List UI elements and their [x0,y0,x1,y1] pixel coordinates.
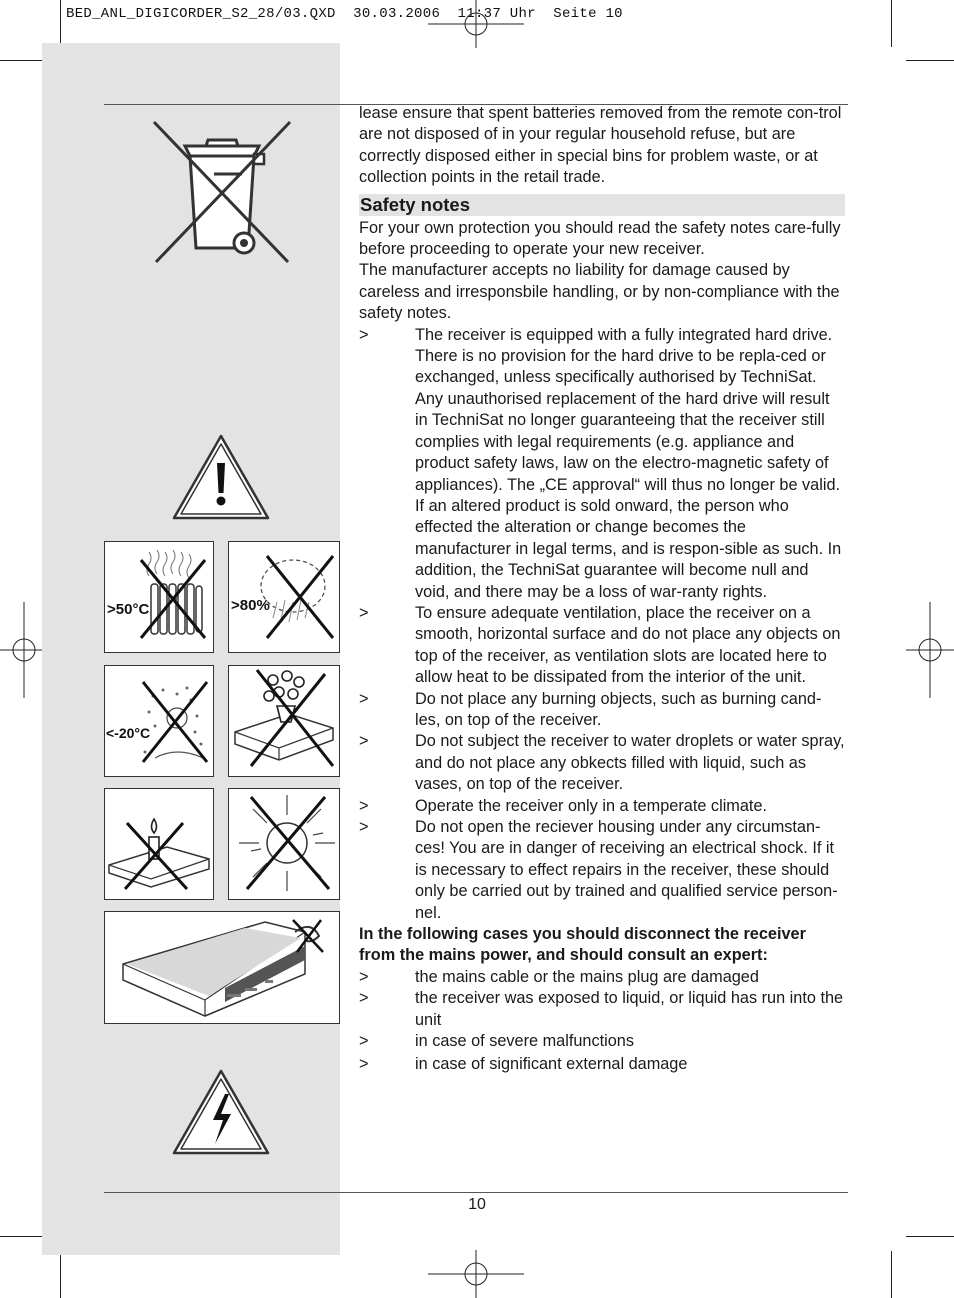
bullet-marker: > [359,1055,369,1074]
disconnect-case-item [359,967,845,988]
crop-mark [0,1236,47,1237]
bullet-marker: > [359,1032,369,1051]
no-candle-icon [104,788,214,900]
bullet-marker: > [359,989,369,1008]
heat-warning-icon [104,541,214,653]
cold-label: <-20°C [106,725,151,741]
bullet-marker: > [359,818,369,836]
crop-mark [60,0,61,47]
safety-note-item [359,731,845,795]
humidity-label: >80% [231,597,270,614]
safety-note-text: The receiver is equipped with a fully integrated hard drive. There is no provision for the hard drive to be repla-ced or exchanged, unless specifically authorised by TechniSat. Any unauthorised replacement of the hard drive will result in TechniSat no longer guaranteeing that the receiver still complies with legal requirements (e.g. appliance and product safety laws, law on the electro-magnetic safety of appliances). The „CE approval“ will thus no longer be valid. If an altered product is sold onward, the person who effected the alteration or change becomes the manufacturer in legal terms, and is respon-sible as such. In addition, the TechniSat guarantee will become null and void, and there may be a loss of war-ranty rights. [415,325,842,601]
section-heading: Safety notes [359,194,845,216]
warning-triangle-icon [171,433,271,521]
safety-paragraph-2: The manufacturer accepts no liability for damage caused by careless and irresponsbile handling, or by non-compliance with the safety notes. [359,261,840,323]
safety-note-item [359,689,845,732]
no-open-receiver-icon [104,911,340,1024]
safety-paragraph-1: For your own protection you should read the safety notes care-fully before proceeding to operate your new receiver. [359,218,841,259]
bullet-marker: > [359,796,369,815]
registration-mark-icon [0,602,48,698]
crossed-bin-icon [150,118,294,266]
page-number: 10 [468,1196,486,1213]
crop-mark [891,1251,892,1298]
safety-note-item [359,325,845,603]
print-slug: BED_ANL_DIGICORDER_S2_28/03.QXD 30.03.2006 11:37 Uhr Seite 10 [66,6,623,22]
crop-mark [60,1251,61,1298]
safety-note-text: Do not subject the receiver to water droplets or water spray, and do not place any obkects filled with liquid, such as vases, on top of the receiver. [415,732,845,794]
bullet-marker: > [359,689,369,708]
heat-label: >50°C [107,601,150,618]
bullet-marker: > [359,603,369,622]
bullet-marker: > [359,967,369,986]
main-text-column [359,103,845,1076]
registration-mark-icon [428,0,524,48]
disconnect-case-text: in case of significant external damage [415,1055,688,1074]
safety-note-item [359,796,845,817]
disconnect-case-text: the receiver was exposed to liquid, or liquid has run into the unit [415,989,844,1029]
safety-note-text: Operate the receiver only in a temperate climate. [415,796,768,815]
bullet-marker: > [359,325,369,344]
registration-mark-icon [906,602,954,698]
safety-note-item [359,817,845,924]
disconnect-case-item [359,1031,845,1052]
intro-paragraph: lease ensure that spent batteries removed from the remote con-trol are not disposed of in your regular household refuse, but are correctly disposed either in special bins for problem waste, or at collection points in the retail trade. [359,104,842,187]
cold-warning-icon [104,665,214,777]
registration-mark-icon [428,1250,524,1298]
crop-mark [891,0,892,47]
high-voltage-warning-icon [171,1068,271,1156]
crop-mark [0,60,47,61]
disconnect-heading: In the following cases you should disconnect the receiver from the mains power, and should consult an expert: [359,925,806,965]
safety-note-text: Do not place any burning objects, such as burning cand-les, on top of the receiver. [415,689,822,729]
humidity-warning-icon [228,541,340,653]
disconnect-case-item [359,1054,845,1075]
safety-note-text: To ensure adequate ventilation, place the receiver on a smooth, horizontal surface and do not place any objects on top of the receiver, as ventilation slots are located here to allow heat to be dissipated from the interior of the unit. [415,603,841,687]
disconnect-case-item [359,988,845,1031]
crop-mark [906,60,954,61]
disconnect-case-text: in case of severe malfunctions [415,1032,635,1051]
no-sun-icon [228,788,340,900]
disconnect-case-text: the mains cable or the mains plug are damaged [415,967,759,986]
safety-note-item [359,603,845,689]
bullet-marker: > [359,732,369,751]
bottom-rule [104,1192,848,1193]
safety-note-text: Do not open the reciever housing under any circumstan-ces! You are in danger of receiving an electrical shock. If it is necessary to effect repairs in the receiver, these should only be carried out by trained and qualified service person-nel. [415,818,838,922]
crop-mark [906,1236,954,1237]
no-vase-icon [228,665,340,777]
